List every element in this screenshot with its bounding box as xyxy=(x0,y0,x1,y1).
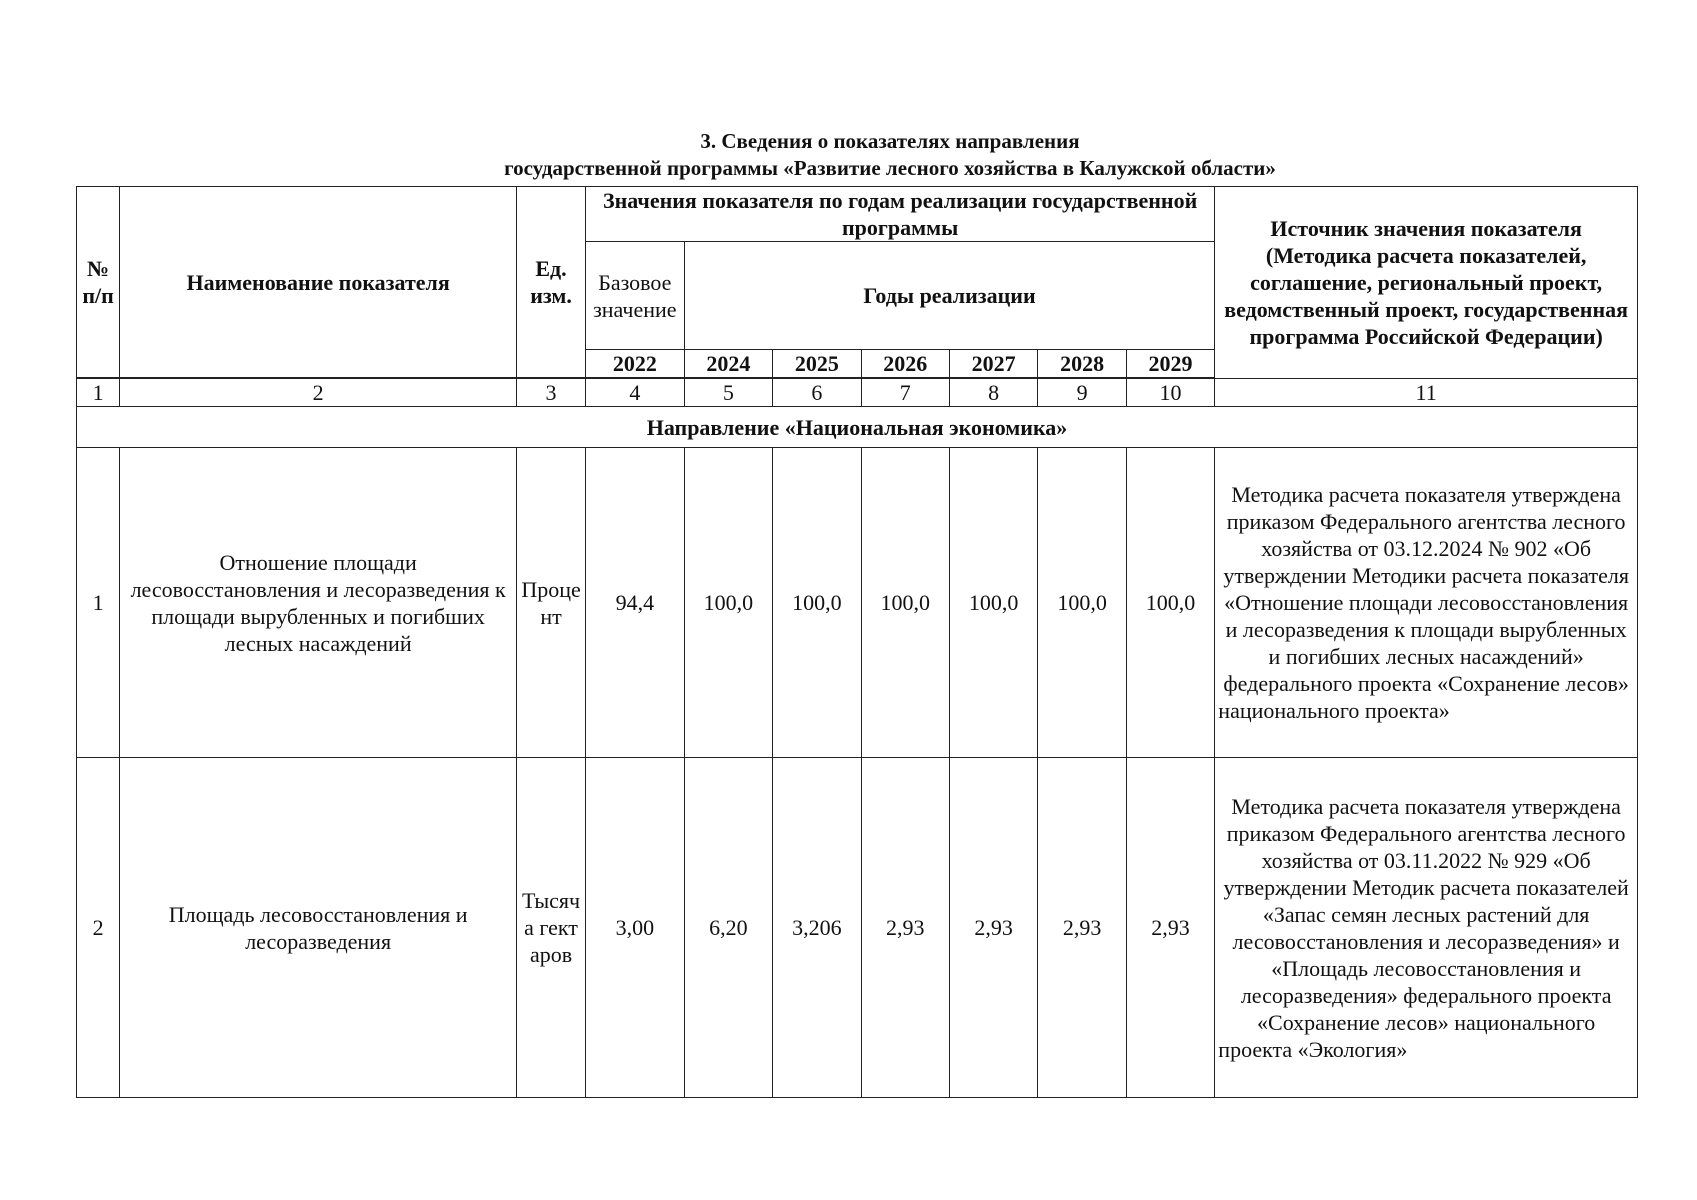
row-number: 2 xyxy=(77,758,120,1098)
year-value: 100,0 xyxy=(861,448,949,758)
indicator-name: Площадь лесовосстановления и лесоразведения xyxy=(120,758,517,1098)
header-unit: Ед. изм. xyxy=(517,187,586,378)
row-number: 1 xyxy=(77,448,120,758)
year-value: 2,93 xyxy=(1126,758,1215,1098)
table-row xyxy=(77,448,1638,758)
column-number: 8 xyxy=(949,379,1037,407)
header-num: № п/п xyxy=(77,187,120,378)
year-value: 100,0 xyxy=(949,448,1037,758)
column-number: 1 xyxy=(77,379,120,407)
indicator-unit: Тысяча гектаров xyxy=(517,758,586,1098)
indicator-source: Методика расчета показателя утверждена приказом Федерального агентства лесного хозяйства от 03.11.2022 № 929 «Об утверждении Методик расчета показателей «Запас семян лесных растений для лесовосстановления и лесоразведения» и «Площадь лесовосстановления и лесоразведения» федерального проекта «Сохранение лесов» национального проекта «Экология» xyxy=(1215,758,1638,1098)
base-value: 94,4 xyxy=(585,448,684,758)
header-year: 2026 xyxy=(861,350,949,378)
header-year: 2028 xyxy=(1038,350,1126,378)
year-value: 100,0 xyxy=(1126,448,1215,758)
year-value: 3,206 xyxy=(773,758,861,1098)
year-value: 100,0 xyxy=(684,448,772,758)
base-value: 3,00 xyxy=(585,758,684,1098)
document-title xyxy=(0,128,1697,182)
indicator-unit: Процент xyxy=(517,448,586,758)
header-base-value: Базовое значение xyxy=(585,242,684,350)
header-year: 2025 xyxy=(773,350,861,378)
header-base-year: 2022 xyxy=(585,350,684,378)
indicator-source: Методика расчета показателя утверждена приказом Федерального агентства лесного хозяйства от 03.12.2024 № 902 «Об утверждении Методики расчета показателя «Отношение площади лесовосстановления и лесоразведения к площади вырубленных и погибших лесных насаждений» федерального проекта «Сохранение лесов» национального проекта» xyxy=(1215,448,1638,758)
column-number: 6 xyxy=(773,379,861,407)
column-number: 5 xyxy=(684,379,772,407)
title-line-2: государственной программы «Развитие лесного хозяйства в Калужской области» xyxy=(504,156,1276,180)
header-values-group: Значения показателя по годам реализации государственной программы xyxy=(585,187,1214,242)
column-number: 9 xyxy=(1038,379,1126,407)
column-number: 4 xyxy=(585,379,684,407)
header-source: Источник значения показателя (Методика расчета показателей, соглашение, региональный проект, ведомственный проект, государственная программа Российской Федерации) xyxy=(1215,187,1638,379)
header-year: 2027 xyxy=(949,350,1037,378)
year-value: 2,93 xyxy=(861,758,949,1098)
header-year: 2024 xyxy=(684,350,772,378)
year-value: 100,0 xyxy=(1038,448,1126,758)
table-row xyxy=(77,758,1638,1098)
column-number: 2 xyxy=(120,379,517,407)
column-number: 3 xyxy=(517,379,586,407)
indicators-table xyxy=(76,186,1638,1098)
column-number: 11 xyxy=(1215,379,1638,407)
header-year: 2029 xyxy=(1126,350,1215,378)
year-value: 100,0 xyxy=(773,448,861,758)
indicator-name: Отношение площади лесовосстановления и лесоразведения к площади вырубленных и погибших лесных насаждений xyxy=(120,448,517,758)
direction-heading: Направление «Национальная экономика» xyxy=(77,407,1638,448)
year-value: 2,93 xyxy=(1038,758,1126,1098)
year-value: 2,93 xyxy=(949,758,1037,1098)
title-line-1: 3. Сведения о показателях направления xyxy=(700,129,1080,153)
column-number: 10 xyxy=(1126,379,1215,407)
header-years-group: Годы реализации xyxy=(684,242,1215,350)
year-value: 6,20 xyxy=(684,758,772,1098)
column-number: 7 xyxy=(861,379,949,407)
header-name: Наименование показателя xyxy=(120,187,517,378)
